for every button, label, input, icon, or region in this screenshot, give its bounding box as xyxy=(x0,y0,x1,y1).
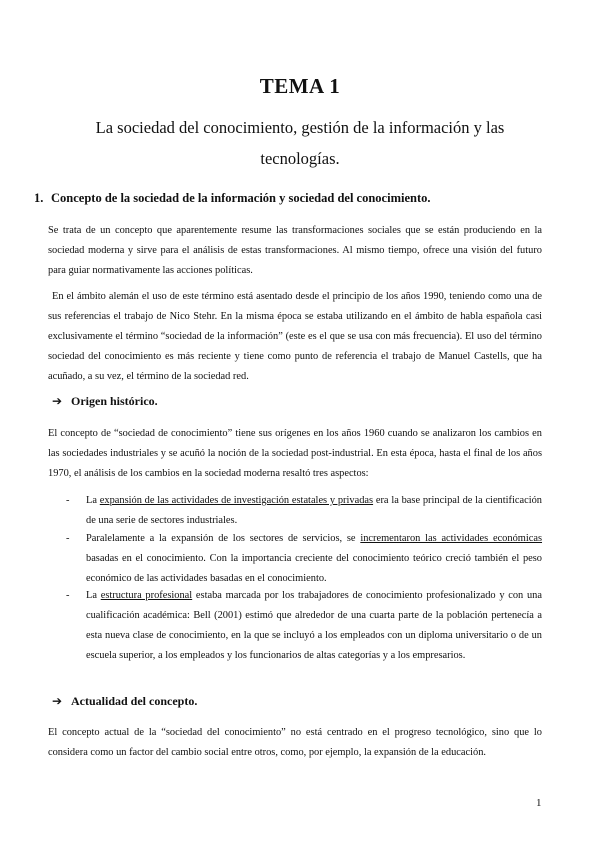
section-number: 1. xyxy=(34,191,44,205)
list-dash: - xyxy=(66,590,70,601)
arrow-right-icon: ➔ xyxy=(52,694,63,708)
section-heading-text: Concepto de la sociedad de la información y sociedad del conocimiento. xyxy=(51,191,431,205)
list-item-text-post: estaba marcada por los trabajadores de conocimiento profesionalizado y con una cualificación académica: Bell (2001) estimó que alrededor de una cuarta parte de la población pertenecía a esta nueva clase de conocimiento, en la que se incluyó a los empleados con un diploma universitario o de un escuela superior, a los empleados y los funcionarios de altas categorías y a los empresarios. xyxy=(86,590,542,661)
paragraph-3: El concepto de “sociedad de conocimiento” tiene sus orígenes en los años 1960 cuando se analizaron los cambios en las sociedades industriales y se acuñó la noción de la sociedad post-industrial. En esta época, hasta el final de los años 1970, el análisis de los cambios en la sociedad moderna resaltó tres aspectos: xyxy=(48,428,542,479)
list-item-underlined: incrementaron las actividades económicas xyxy=(360,533,543,544)
list-item-text-pre: Paralelamente a la expansión de los sectores de servicios, se xyxy=(86,533,356,544)
subsection-heading-text: Actualidad del concepto. xyxy=(71,694,198,708)
list-item-text-post: era la base principal de la cientificación de una serie de sectores industriales. xyxy=(86,495,542,526)
list-item-underlined: expansión de las actividades de investigación estatales y privadas xyxy=(99,495,374,506)
section-heading xyxy=(34,191,431,206)
list-dash: - xyxy=(66,495,70,506)
list-item-underlined: estructura profesional xyxy=(100,590,193,601)
subsection-heading-text: Origen histórico. xyxy=(71,394,158,408)
page-number: 1 xyxy=(536,797,542,809)
list-item xyxy=(66,491,542,531)
paragraph-2: En el ámbito alemán el uso de este término está asentado desde el principio de los años 1990, teniendo como una de sus referencias el trabajo de Nico Stehr. En la misma época se estaba utilizando en el ámbito de habla española casi exclusivamente el término “sociedad de la información” (este es el que se usa con más frecuencia). El uso del término sociedad del conocimiento es más reciente y tiene como punto de referencia el trabajo de Manuel Castells, que ha acuñado, a su vez, el término de la sociedad red. xyxy=(48,291,542,382)
list-item xyxy=(66,529,543,589)
page-subtitle: La sociedad del conocimiento, gestión de la información y las tecnologías. xyxy=(95,118,505,168)
list-dash: - xyxy=(66,533,70,544)
list-item-text-pre: La xyxy=(86,495,97,506)
paragraph-1: Se trata de un concepto que aparentemente resume las transformaciones sociales que se están produciendo en la sociedad moderna y sirve para el análisis de estas transformaciones. Al mismo tiempo, ofrece una visión del futuro para guiar normativamente las acciones políticas. xyxy=(48,225,542,276)
subsection-heading-actualidad xyxy=(52,694,197,709)
subsection-heading-origen xyxy=(52,394,158,409)
list-item-text-post: basadas en el conocimiento. Con la importancia creciente del conocimiento teórico creció también el peso económico de las actividades basadas en el conocimiento. xyxy=(86,553,542,584)
list-item-text-pre: La xyxy=(86,590,97,601)
list-item xyxy=(66,586,542,666)
arrow-right-icon: ➔ xyxy=(52,394,63,408)
page-title: TEMA 1 xyxy=(259,74,341,98)
paragraph-4: El concepto actual de la “sociedad del conocimiento” no está centrado en el progreso tecnológico, sino que lo considera como un factor del cambio social entre otros, como, por ejemplo, la expansión de la educación. xyxy=(48,727,542,758)
